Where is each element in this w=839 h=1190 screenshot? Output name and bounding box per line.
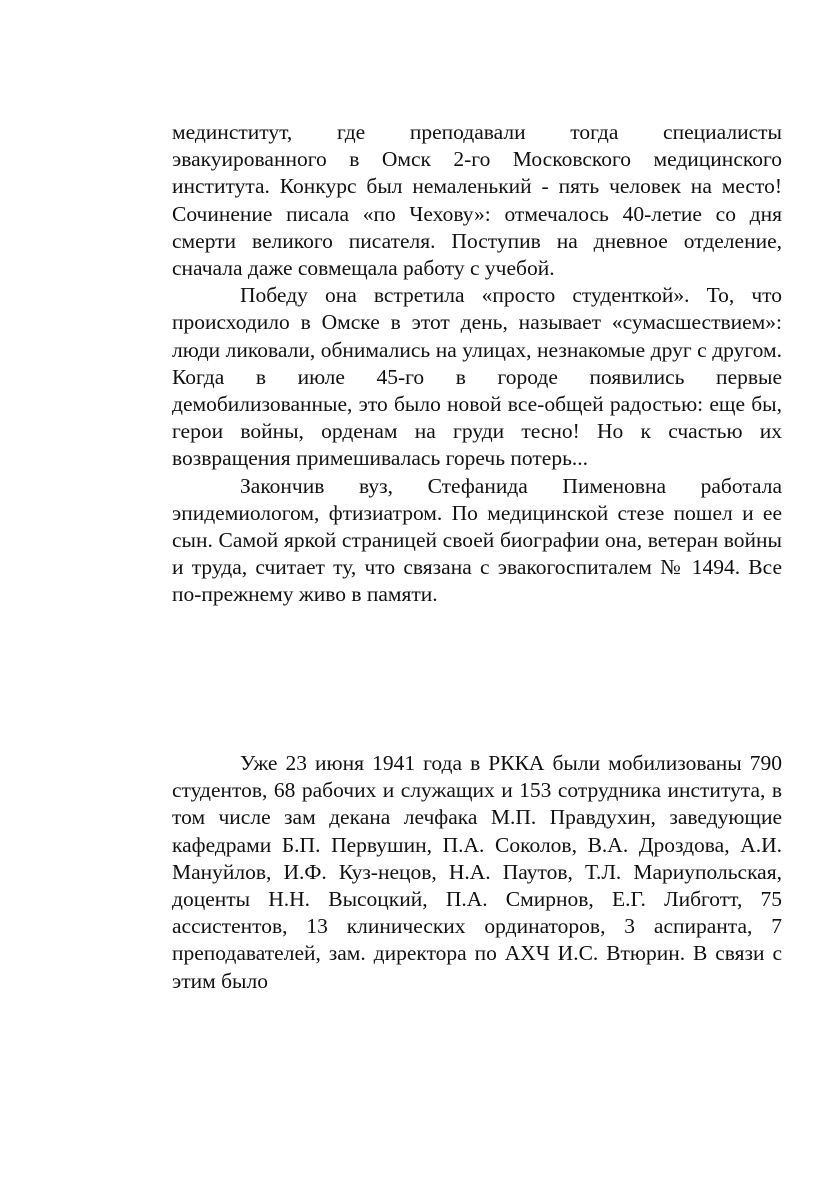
paragraph-3: Закончив вуз, Стефанида Пименовна работала эпидемиологом, фтизиатром. По медицинской стезе пошел и ее сын. Самой яркой страницей своей биографии она, ветеран войны и труда, считает ту, что связана с эвакогоспиталем № 1494. Все по-прежнему живо в памяти. <box>172 473 782 607</box>
text-section-1 <box>172 119 782 609</box>
paragraph-1: мединститут, где преподавали тогда специалисты эвакуированного в Омск 2-го Московского медицинского института. Конкурс был немаленький - пять человек на место! Сочинение писала «по Чехову»: отмечалось 40-летие со дня смерти великого писателя. Поступив на дневное отделение, сначала даже совмещала работу с учебой. <box>172 120 782 281</box>
paragraph-2: Победу она встретила «просто студенткой». То, что происходило в Омске в этот день, называет «сумасшествием»: люди ликовали, обнимались на улицах, незнакомые друг с другом. Когда в июле 45-го в городе появились первые демобилизованные, это было новой все-общей радостью: еще бы, герои войны, орденам на груди тесно! Но к счастью их возвращения примешивалась горечь потерь... <box>172 283 782 471</box>
paragraph-4: Уже 23 июня 1941 года в РККА были мобилизованы 790 студентов, 68 рабочих и служащих и 153 сотрудника института, в том числе зам декана лечфака М.П. Правдухин, заведующие кафедрами Б.П. Первушин, П.А. Соколов, В.А. Дроздова, А.И. Мануйлов, И.Ф. Куз-нецов, Н.А. Паутов, Т.Л. Мариупольская, доценты Н.Н. Высоцкий, П.А. Смирнов, Е.Г. Либготт, 75 ассистентов, 13 клинических ординаторов, 3 аспиранта, 7 преподавателей, зам. директора по АХЧ И.С. Втюрин. В связи с этим было <box>172 751 782 993</box>
text-section-2 <box>172 750 782 995</box>
